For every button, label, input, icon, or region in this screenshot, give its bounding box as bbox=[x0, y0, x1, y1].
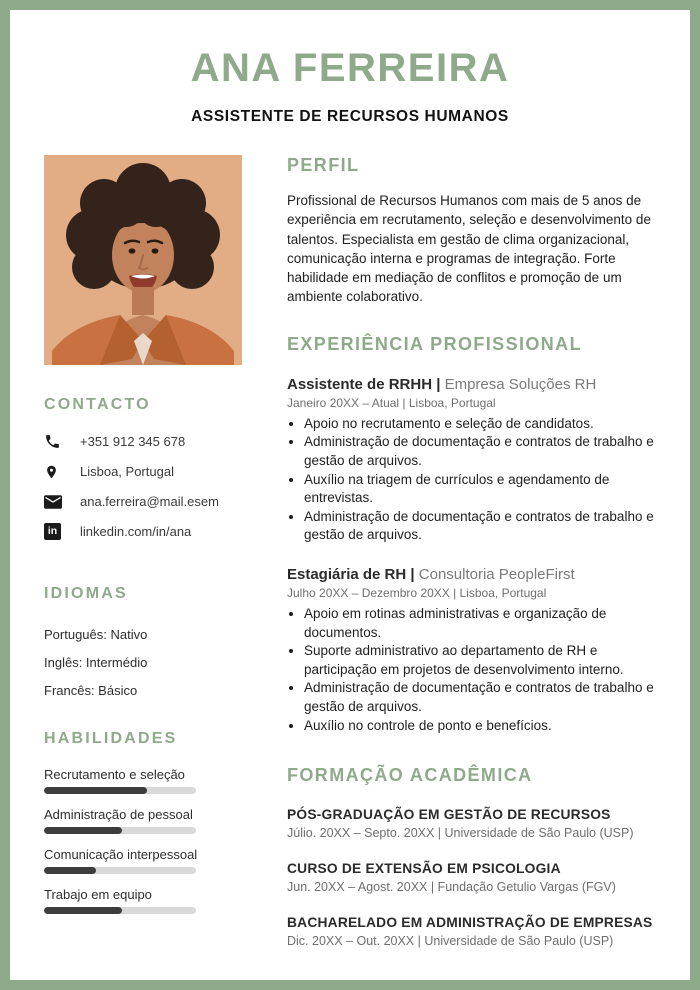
skill-label: Recrutamento e seleção bbox=[44, 767, 185, 782]
skill-progress-bar bbox=[44, 867, 196, 874]
candidate-name: ANA FERREIRA bbox=[190, 46, 510, 90]
phone-number: +351 912 345 678 bbox=[80, 434, 186, 449]
job-meta: Janeiro 20XX – Atual | Lisboa, Portugal bbox=[287, 395, 496, 410]
job-title-line bbox=[287, 566, 667, 583]
email-icon bbox=[44, 492, 64, 511]
job-bullet-list bbox=[287, 605, 667, 735]
job-company: Consultoria PeopleFirst bbox=[418, 565, 575, 583]
skills-list bbox=[44, 767, 255, 914]
language-item: Português: Nativo bbox=[44, 627, 148, 642]
linkedin-icon: in bbox=[44, 522, 64, 541]
profile-heading: PERFIL bbox=[287, 155, 360, 175]
job-meta: Julho 20XX – Dezembro 20XX | Lisboa, Portugal bbox=[287, 585, 547, 600]
education-entry bbox=[287, 807, 667, 840]
education-title: CURSO DE EXTENSÃO EM PSICOLOGIA bbox=[287, 861, 561, 877]
phone-icon bbox=[44, 432, 64, 451]
language-item: Francês: Básico bbox=[44, 683, 138, 698]
skill-label: Comunicação interpessoal bbox=[44, 847, 198, 862]
skill-item bbox=[44, 807, 255, 834]
skill-label: Trabajo em equipo bbox=[44, 887, 152, 902]
job-bullet: • Apoio no recrutamento e seleção de candidatos. bbox=[304, 415, 667, 434]
skill-label: Administração de pessoal bbox=[44, 807, 193, 822]
job-bullet: • Administração de documentação e contratos de trabalho e gestão de arquivos. bbox=[304, 679, 667, 716]
education-heading: FORMAÇÃO ACADÊMICA bbox=[287, 765, 533, 786]
contact-heading: CONTACTO bbox=[44, 396, 151, 413]
languages-list bbox=[44, 627, 255, 698]
education-title: PÓS-GRADUAÇÃO EM GESTÃO DE RECURSOS bbox=[287, 807, 611, 823]
contact-item-email[interactable] bbox=[44, 492, 255, 511]
skill-item bbox=[44, 847, 255, 874]
left-column bbox=[44, 155, 255, 948]
job-title: Estagiária de RH bbox=[287, 565, 407, 583]
education-meta: Jun. 20XX – Agost. 20XX | Fundação Getulio Vargas (FGV) bbox=[287, 880, 616, 895]
content-columns bbox=[44, 155, 667, 948]
experience-entry bbox=[287, 376, 667, 545]
education-entry bbox=[287, 915, 667, 948]
skill-progress-fill bbox=[44, 867, 96, 874]
job-bullet: • Auxílio no controle de ponto e benefícios. bbox=[304, 717, 667, 736]
language-item: Inglês: Intermédio bbox=[44, 655, 148, 670]
skills-heading: HABILIDADES bbox=[44, 730, 178, 747]
education-title: BACHARELADO EM ADMINISTRAÇÃO DE EMPRESAS bbox=[287, 915, 653, 931]
skill-item bbox=[44, 767, 255, 794]
skill-progress-bar bbox=[44, 907, 196, 914]
job-separator: | bbox=[436, 375, 441, 393]
right-column bbox=[287, 155, 667, 948]
contact-list bbox=[44, 432, 255, 541]
contact-item-phone[interactable] bbox=[44, 432, 255, 451]
skill-progress-bar bbox=[44, 827, 196, 834]
skill-progress-bar bbox=[44, 787, 196, 794]
job-company: Empresa Soluções RH bbox=[444, 375, 597, 393]
job-title-line bbox=[287, 376, 667, 393]
location-icon bbox=[44, 462, 64, 481]
education-entry bbox=[287, 861, 667, 894]
job-title: Assistente de RRHH bbox=[287, 375, 433, 393]
location-text: Lisboa, Portugal bbox=[80, 464, 174, 479]
job-bullet: • Administração de documentação e contratos de trabalho e gestão de arquivos. bbox=[304, 508, 667, 545]
portrait-photo bbox=[44, 155, 242, 365]
job-bullet-list bbox=[287, 415, 667, 545]
skill-progress-fill bbox=[44, 827, 122, 834]
job-separator: | bbox=[410, 565, 415, 583]
contact-item-location[interactable] bbox=[44, 462, 255, 481]
skill-item bbox=[44, 887, 255, 914]
profile-summary: Profissional de Recursos Humanos com mais de 5 anos de experiência em recrutamento, seleção e desenvolvimento de talentos. Especialista em gestão de clima organizacional, comunicação interna e programas de integração. Forte habilidade em mediação de conflitos e promoção de um ambiente colaborativo. bbox=[287, 193, 651, 305]
skill-progress-fill bbox=[44, 907, 122, 914]
experience-entry bbox=[287, 566, 667, 735]
job-bullet: • Apoio em rotinas administrativas e organização de documentos. bbox=[304, 605, 667, 642]
job-bullet: • Administração de documentação e contratos de trabalho e gestão de arquivos. bbox=[304, 433, 667, 470]
experience-heading: EXPERIÊNCIA PROFISSIONAL bbox=[287, 333, 582, 354]
email-address: ana.ferreira@mail.esem bbox=[80, 494, 219, 509]
skill-progress-fill bbox=[44, 787, 147, 794]
contact-item-linkedin[interactable] bbox=[44, 522, 255, 541]
education-meta: Júlio. 20XX – Septo. 20XX | Universidade de São Paulo (USP) bbox=[287, 826, 634, 841]
education-meta: Dic. 20XX – Out. 20XX | Universidade de São Paulo (USP) bbox=[287, 934, 614, 949]
linkedin-url: linkedin.com/in/ana bbox=[80, 524, 192, 539]
job-bullet: • Suporte administrativo ao departamento de RH e participação em projetos de desenvolvimento interno. bbox=[304, 642, 667, 679]
candidate-job-title: ASSISTENTE DE RECURSOS HUMANOS bbox=[191, 108, 509, 125]
header bbox=[10, 10, 690, 126]
job-bullet: • Auxílio na triagem de currículos e agendamento de entrevistas. bbox=[304, 471, 667, 508]
languages-heading: IDIOMAS bbox=[44, 585, 128, 602]
